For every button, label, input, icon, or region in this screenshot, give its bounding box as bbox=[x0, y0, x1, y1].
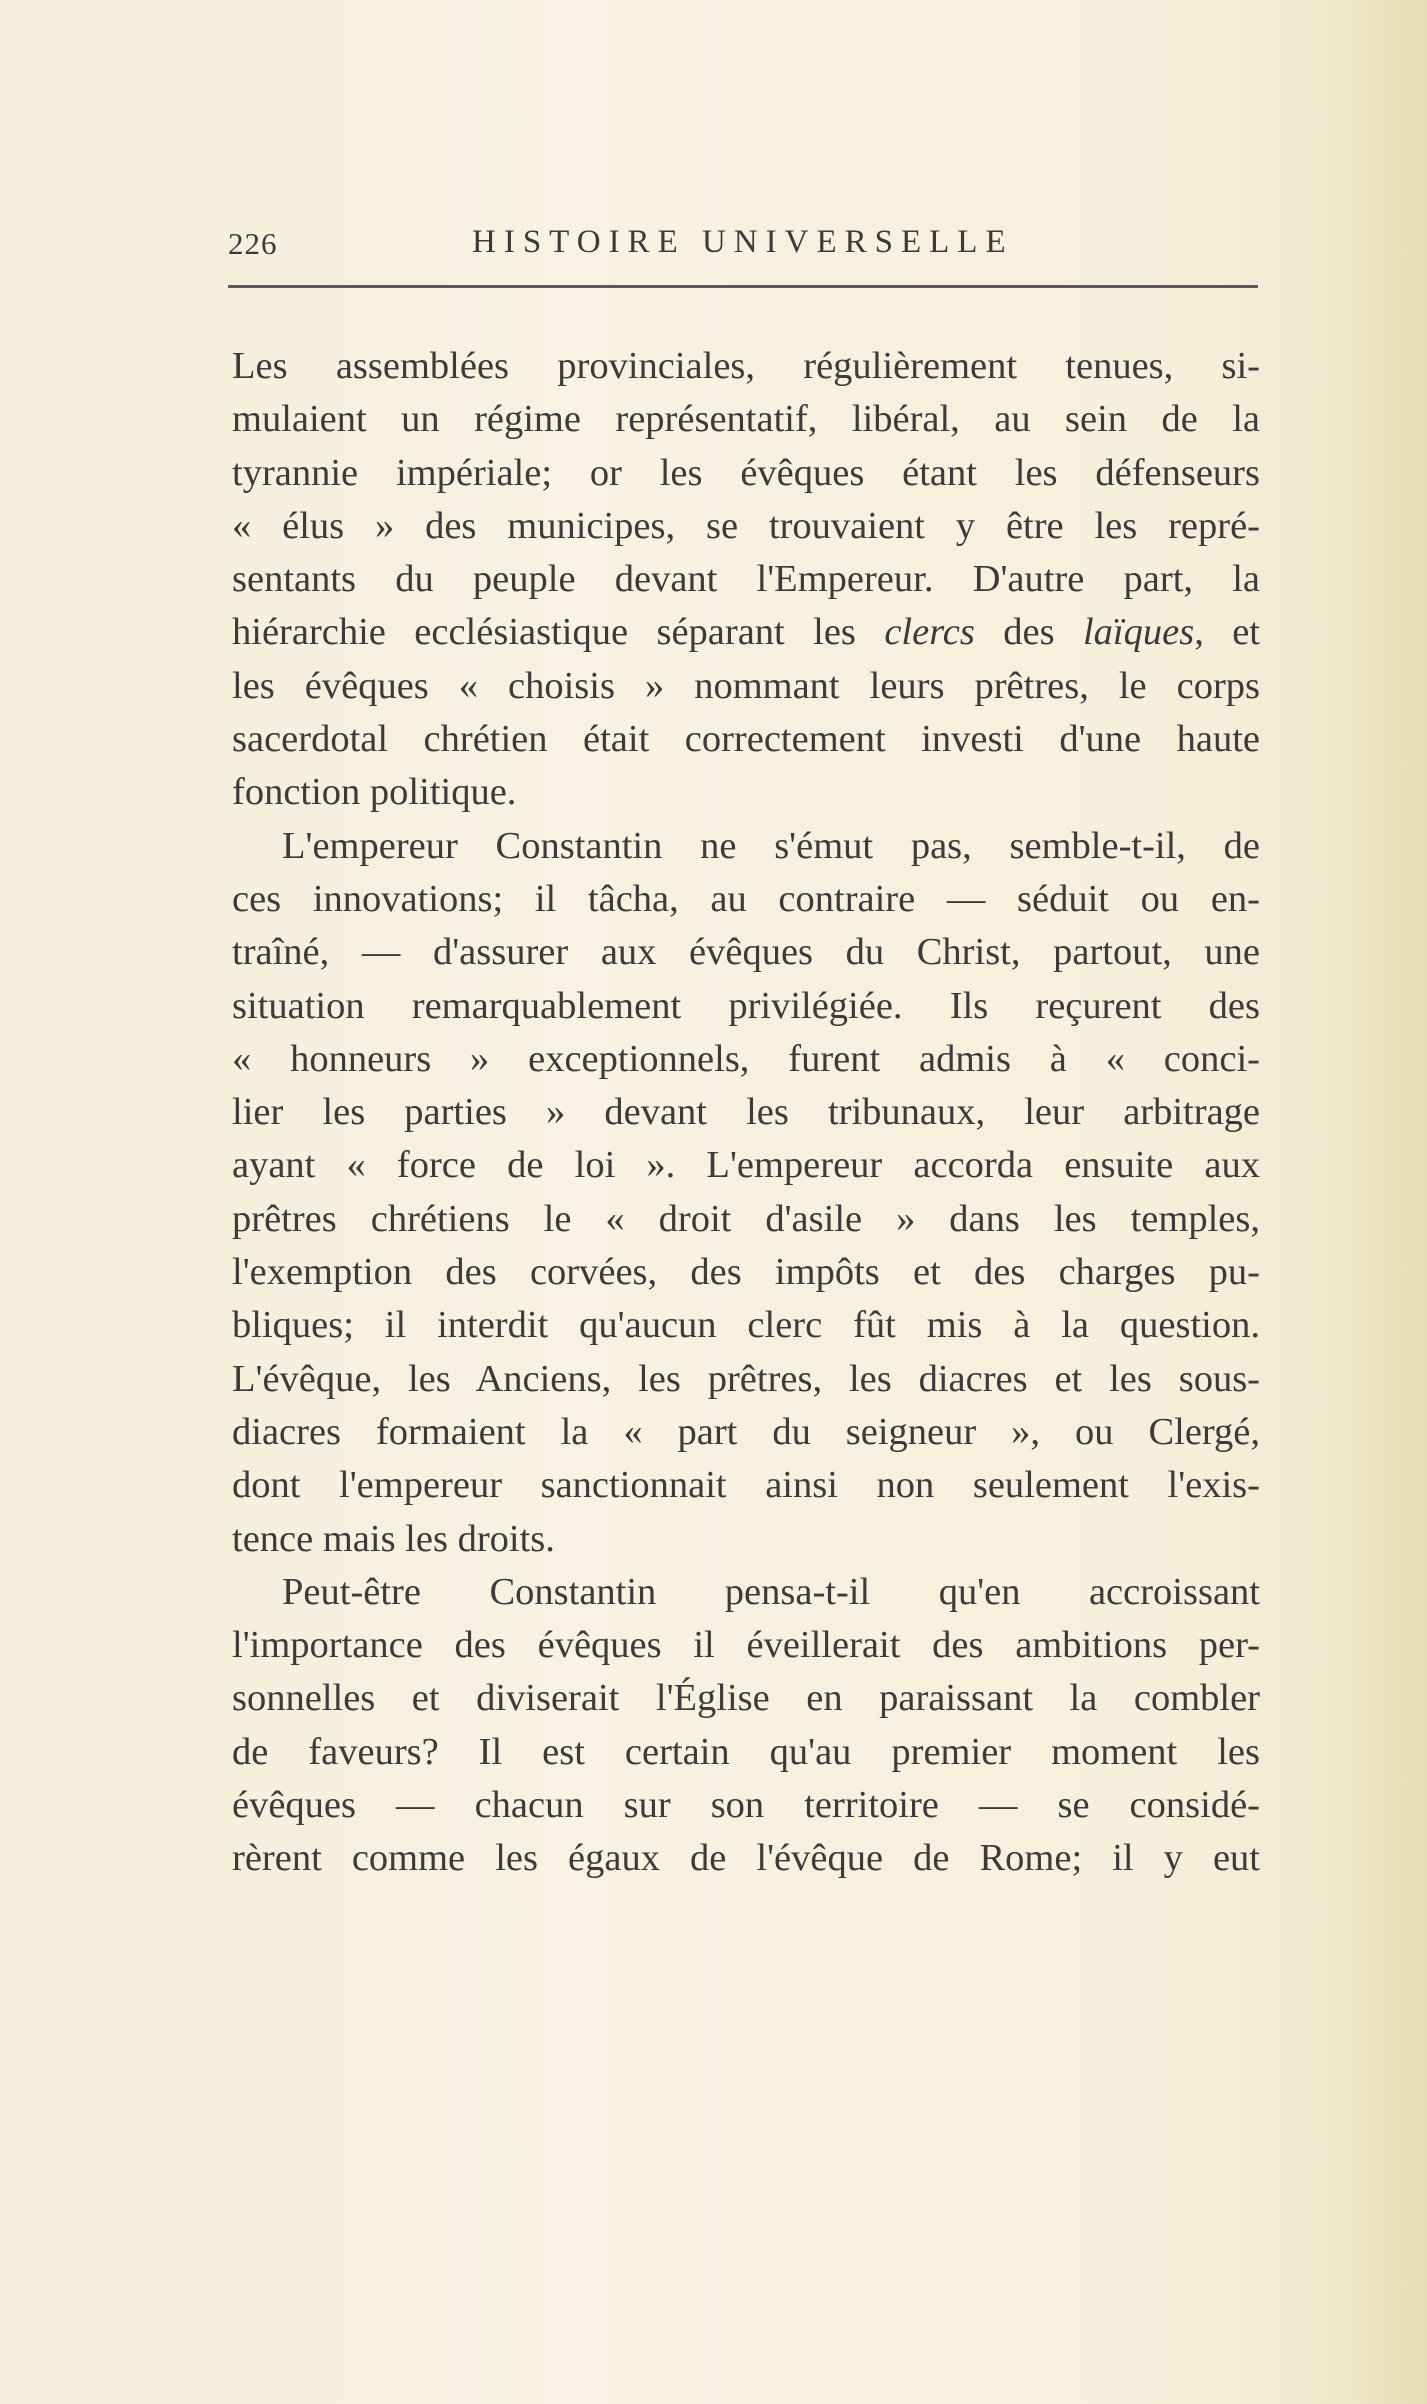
text-line: de faveurs? Il est certain qu'au premier moment les bbox=[232, 1730, 1260, 1773]
text-line: tyrannie impériale; or les évêques étant les défenseurs bbox=[232, 451, 1260, 494]
text-line: traîné, — d'assurer aux évêques du Christ, partout, une bbox=[232, 931, 1260, 974]
text-line: les évêques « choisis » nommant leurs prêtres, le corps bbox=[232, 664, 1260, 707]
text-line: l'exemption des corvées, des impôts et des charges pu- bbox=[232, 1251, 1260, 1294]
text-line: prêtres chrétiens le « droit d'asile » dans les temples, bbox=[232, 1197, 1260, 1240]
text-line: L'évêque, les Anciens, les prêtres, les diacres et les sous- bbox=[232, 1357, 1260, 1400]
text-line: Peut-être Constantin pensa-t-il qu'en accroissant bbox=[282, 1570, 1260, 1613]
text-line: évêques — chacun sur son territoire — se considé- bbox=[232, 1784, 1260, 1827]
text-line: dont l'empereur sanctionnait ainsi non seulement l'exis- bbox=[232, 1464, 1260, 1507]
text-line: l'importance des évêques il éveillerait des ambitions per- bbox=[232, 1624, 1260, 1667]
text-line: bliques; il interdit qu'aucun clerc fût mis à la question. bbox=[232, 1304, 1260, 1347]
text-line: sacerdotal chrétien était correctement investi d'une haute bbox=[232, 718, 1260, 761]
text-line bbox=[232, 606, 1260, 659]
text-segment: , et bbox=[1194, 611, 1261, 654]
text-segment: des bbox=[974, 611, 1083, 654]
text-line: « honneurs » exceptionnels, furent admis à « conci- bbox=[232, 1037, 1260, 1080]
italic-term-clercs: clercs bbox=[884, 611, 975, 654]
text-segment: hiérarchie ecclésiastique séparant les bbox=[232, 611, 885, 654]
italic-term-laiques: laïques bbox=[1082, 611, 1195, 654]
text-line: fonction politique. bbox=[232, 771, 517, 814]
text-line: diacres formaient la « part du seigneur », ou Clergé, bbox=[232, 1410, 1260, 1453]
text-line: L'empereur Constantin ne s'émut pas, semble-t-il, de bbox=[282, 824, 1260, 867]
text-line: ayant « force de loi ». L'empereur accorda ensuite aux bbox=[232, 1144, 1260, 1187]
text-line: sonnelles et diviserait l'Église en paraissant la combler bbox=[232, 1677, 1260, 1720]
text-line: « élus » des municipes, se trouvaient y être les repré- bbox=[232, 504, 1260, 547]
text-line: situation remarquablement privilégiée. Ils reçurent des bbox=[232, 984, 1260, 1027]
body-text bbox=[232, 340, 1260, 1886]
text-line: rèrent comme les égaux de l'évêque de Rome; il y eut bbox=[232, 1837, 1260, 1880]
text-line: lier les parties » devant les tribunaux, leur arbitrage bbox=[232, 1091, 1260, 1134]
text-line: sentants du peuple devant l'Empereur. D'autre part, la bbox=[232, 558, 1260, 601]
text-line: Les assemblées provinciales, régulièrement tenues, si- bbox=[232, 345, 1260, 387]
text-line: mulaient un régime représentatif, libéral, au sein de la bbox=[232, 398, 1260, 441]
page-edge-shading bbox=[1347, 0, 1427, 2404]
text-line: tence mais les droits. bbox=[232, 1517, 555, 1560]
running-title: HISTOIRE UNIVERSELLE bbox=[472, 224, 1014, 260]
text-line: ces innovations; il tâcha, au contraire — séduit ou en- bbox=[232, 877, 1260, 920]
page-header bbox=[228, 220, 1268, 280]
page-number: 226 bbox=[228, 226, 278, 261]
header-rule bbox=[228, 285, 1258, 288]
